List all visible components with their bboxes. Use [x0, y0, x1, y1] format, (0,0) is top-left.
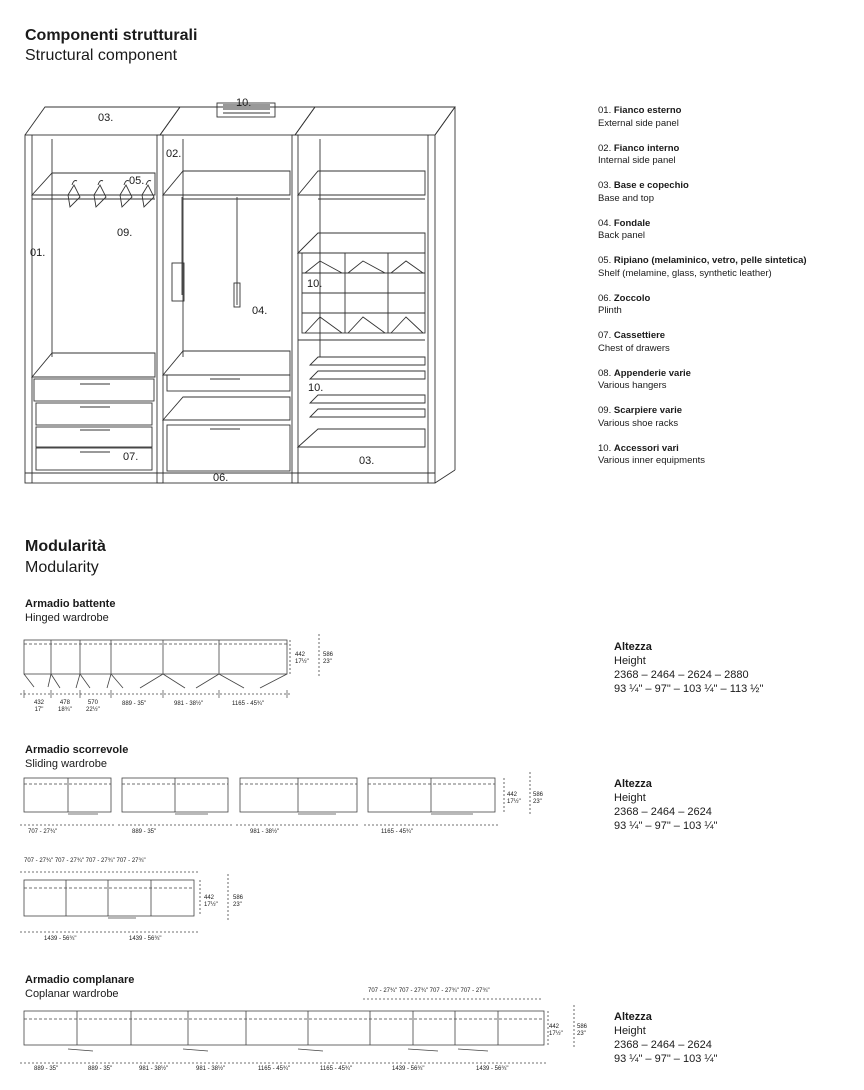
sliding-wide-depth-a: 442 17½": [204, 895, 218, 908]
right-bay: [298, 171, 425, 447]
legend-item: 06. Zoccolo Plinth: [598, 292, 651, 316]
sliding-bottom-dim-1: 1439 - 56¾": [44, 936, 77, 942]
coplanar-dim-5: 1165 - 45¾": [258, 1066, 291, 1072]
coplanar-dim-2: 889 - 35": [88, 1066, 113, 1072]
coplanar-dim-3: 981 - 38½": [139, 1066, 169, 1072]
hinged-dim-1165: 1165 - 45¾": [232, 701, 265, 707]
callout-08: 09.: [117, 227, 133, 239]
coplanar-dim-6: 1165 - 45¾": [320, 1066, 353, 1072]
sliding-subtitle: Sliding wardrobe: [25, 758, 107, 770]
legend-item: 07. Cassettiere Chest of drawers: [598, 330, 670, 354]
left-bay: [32, 173, 155, 470]
legend-item: 08. Appenderie varie Various hangers: [598, 367, 691, 391]
coplanar-depth-a: 442 17½": [549, 1024, 563, 1037]
hinged-title: Armadio battente: [25, 598, 116, 610]
sliding-depth-a: 442 17½": [507, 792, 521, 805]
coplanar-dim-8: 1439 - 56¾": [476, 1066, 509, 1072]
legend-item: 10. Accessori vari Various inner equipments: [598, 442, 706, 466]
coplanar-subtitle: Coplanar wardrobe: [25, 988, 119, 1000]
coplanar-top-dims: 707 - 27¾" 707 - 27¾" 707 - 27¾" 707 - 27¾": [368, 988, 490, 994]
wardrobe-structure-drawing: [20, 95, 465, 490]
structural-title: Componenti strutturali: [25, 27, 198, 44]
hinged-depth-b: 586 23": [323, 652, 334, 665]
legend-item: 04. Fondale Back panel: [598, 217, 651, 241]
callout-03-top: 03.: [98, 112, 114, 124]
hinged-subtitle: Hinged wardrobe: [25, 612, 109, 624]
hinged-dim-889: 889 - 35": [122, 701, 147, 707]
sliding-wide-drawing: [18, 866, 258, 944]
sliding-bottom-dim-2: 1439 - 56¾": [129, 936, 162, 942]
middle-bay: [163, 103, 290, 471]
sliding-plan-drawings: [18, 770, 558, 840]
hinged-dim-981: 981 - 38½": [174, 701, 204, 707]
sliding-dim-889: 889 - 35": [132, 829, 157, 835]
legend-item: 02. Fianco interno Internal side panel: [598, 142, 680, 166]
modularity-subtitle: Modularity: [25, 559, 99, 576]
legend-item: 05. Ripiano (melaminico, vetro, pelle sintetica) Shelf (melamine, glass, synthetic leather): [598, 255, 807, 279]
coplanar-dim-1: 889 - 35": [34, 1066, 59, 1072]
callout-06: 06.: [213, 472, 229, 484]
sliding-height: Altezza Height 2368 – 2464 – 2624 93 ¼" – 97" – 103 ¼": [614, 778, 718, 832]
callout-09: 10.: [308, 382, 324, 394]
hinged-dim-478: 478 18¾": [58, 700, 72, 713]
legend-item: 03. Base e copechio Base and top: [598, 180, 689, 204]
sliding-dim-981: 981 - 38½": [250, 829, 280, 835]
hinged-dim-432: 432 17": [34, 700, 45, 713]
callout-07: 07.: [123, 451, 139, 463]
hinged-height: Altezza Height 2368 – 2464 – 2624 – 2880 93 ¼" – 97" – 103 ¼" – 113 ½": [614, 641, 764, 695]
callout-02: 02.: [166, 148, 182, 160]
sliding-dim-707: 707 - 27¾": [28, 829, 58, 835]
coplanar-dim-7: 1439 - 56¾": [392, 1066, 425, 1072]
callout-01: 01.: [30, 247, 46, 259]
coplanar-plan-drawing: [18, 995, 598, 1075]
legend-item: 01. Fianco esterno External side panel: [598, 105, 682, 129]
modularity-title: Modularità: [25, 538, 106, 555]
structural-legend: [598, 105, 860, 480]
structural-subtitle: Structural component: [25, 47, 178, 64]
coplanar-height: Altezza Height 2368 – 2464 – 2624 93 ¼" – 97" – 103 ¼": [614, 1011, 718, 1065]
hinged-dim-570: 570 22½": [86, 700, 100, 713]
sliding-title: Armadio scorrevole: [25, 744, 129, 756]
legend-item: 09. Scarpiere varie Various shoe racks: [598, 405, 682, 429]
sliding-top-dims: 707 - 27¾" 707 - 27¾" 707 - 27¾" 707 - 27¾": [24, 858, 146, 864]
coplanar-title: Armadio complanare: [25, 974, 135, 986]
coplanar-dim-4: 981 - 38½": [196, 1066, 226, 1072]
callout-05: 05.: [129, 175, 145, 187]
callout-03-bottom: 03.: [359, 455, 375, 467]
callout-04: 04.: [252, 305, 268, 317]
hinged-depth-a: 442 17½": [295, 652, 309, 665]
sliding-dim-1165: 1165 - 45¾": [381, 829, 414, 835]
callout-10-top: 10.: [236, 97, 252, 109]
sliding-wide-depth-b: 586 23": [233, 895, 244, 908]
sliding-depth-b: 586 23": [533, 792, 544, 805]
callout-10-inner: 10.: [307, 278, 323, 290]
coplanar-depth-b: 586 23": [577, 1024, 588, 1037]
